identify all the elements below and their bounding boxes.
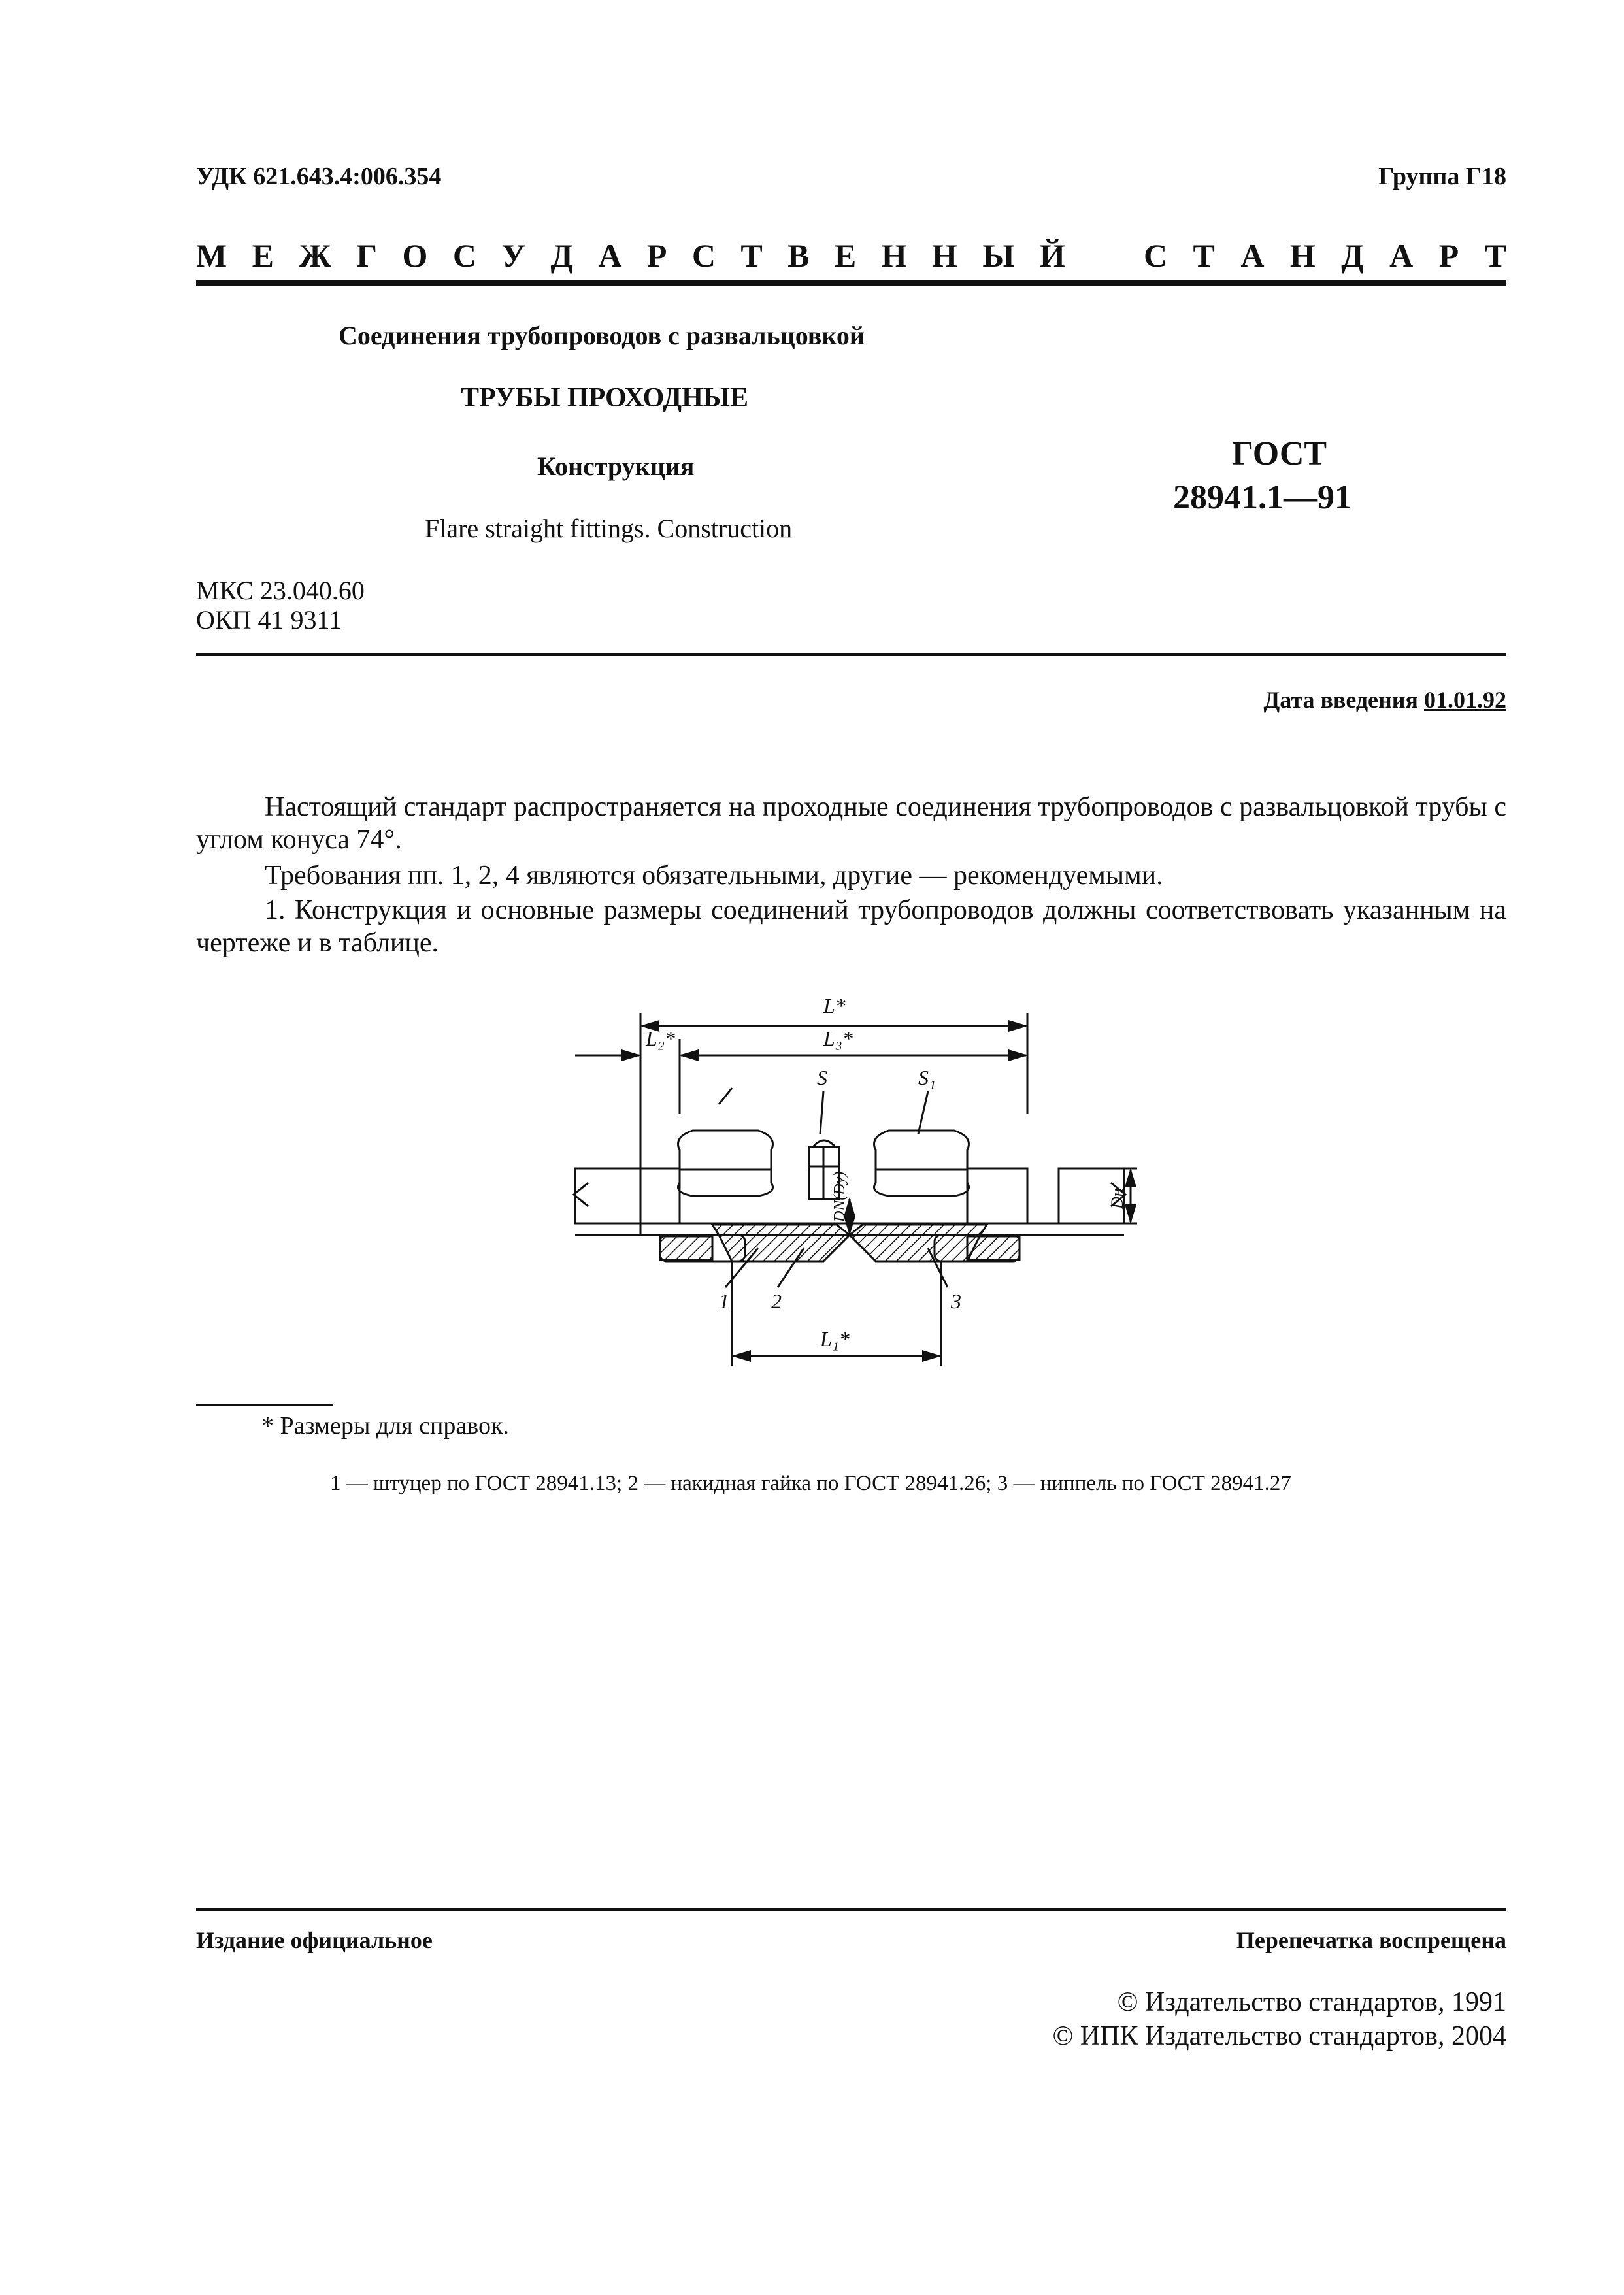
paragraph-scope: Настоящий стандарт распространяется на проходные соединения трубопроводов с развальцовкой трубы с углом конуса 74°. <box>196 792 1506 855</box>
banner-word-interstate-letter: С <box>452 237 476 274</box>
label-DN: DN(Dy) <box>831 1171 848 1222</box>
paragraph-requirements: Требования пп. 1, 2, 4 являются обязательными, другие — рекомендуемыми. <box>265 861 1163 891</box>
document-title-construction: Конструкция <box>537 452 695 481</box>
footer-rule <box>196 1908 1506 1911</box>
banner-word-interstate-letter: Е <box>252 237 274 274</box>
banner-word-interstate-letter: В <box>787 237 810 274</box>
label-L2: L₂* <box>646 1027 675 1050</box>
fitting-drawing <box>562 974 1137 1379</box>
header-rule <box>196 280 1506 286</box>
banner-word-interstate-letter: Н <box>932 237 957 274</box>
gost-number: 28941.1—91 <box>1173 479 1351 516</box>
label-L1: L₁* <box>820 1327 850 1351</box>
footnote: * Размеры для справок. <box>261 1412 509 1440</box>
part-label-1: 1 <box>719 1289 729 1313</box>
gost-label: ГОСТ <box>1232 435 1327 472</box>
drawing-legend: 1 — штуцер по ГОСТ 28941.13; 2 — накидная гайка по ГОСТ 28941.26; 3 — ниппель по ГОСТ 28941.27 <box>330 1472 1291 1495</box>
banner-word-interstate-letter: С <box>691 237 716 274</box>
banner-word-interstate-letter: Й <box>1039 237 1065 274</box>
mks-code: МКС 23.040.60 <box>196 576 365 605</box>
reprint-note: Перепечатка воспрещена <box>1236 1927 1506 1953</box>
copyright-2004: © ИПК Издательство стандартов, 2004 <box>1052 2021 1506 2051</box>
standard-banner <box>196 237 1506 274</box>
edition-note: Издание официальное <box>196 1927 433 1953</box>
banner-word-interstate-letter: Р <box>646 237 667 274</box>
group-code: Группа Г18 <box>1378 163 1506 190</box>
banner-word-standard-letter: Д <box>1341 237 1364 274</box>
banner-word-standard-letter: Т <box>1193 237 1215 274</box>
banner-word-interstate-letter: О <box>402 237 428 274</box>
label-L3: L₃* <box>823 1027 853 1050</box>
banner-word-interstate-letter: Т <box>740 237 763 274</box>
label-S: S <box>817 1066 827 1089</box>
label-L: L* <box>823 994 846 1017</box>
classification-rule <box>196 653 1506 656</box>
banner-word-interstate <box>196 237 1065 274</box>
banner-word-standard <box>1144 237 1506 274</box>
okp-code: ОКП 41 9311 <box>196 605 342 635</box>
banner-word-standard-letter: А <box>1240 237 1265 274</box>
document-title-main: Соединения трубопроводов с развальцовкой <box>339 321 865 350</box>
banner-word-standard-letter: С <box>1144 237 1168 274</box>
udk-code: УДК 621.643.4:006.354 <box>196 163 442 190</box>
effective-date <box>1264 686 1507 714</box>
banner-word-interstate-letter: Д <box>550 237 573 274</box>
banner-word-interstate-letter: У <box>501 237 526 274</box>
banner-word-standard-letter: А <box>1389 237 1414 274</box>
banner-word-interstate-letter: А <box>598 237 622 274</box>
footnote-rule <box>196 1404 333 1406</box>
label-DH: Dн <box>1108 1188 1127 1209</box>
banner-word-interstate-letter: Н <box>881 237 907 274</box>
banner-word-interstate-letter: Г <box>356 237 378 274</box>
banner-word-standard-letter: Т <box>1484 237 1506 274</box>
banner-word-interstate-letter: Ы <box>982 237 1015 274</box>
banner-word-standard-letter: Н <box>1289 237 1316 274</box>
label-S1: S₁ <box>918 1066 936 1089</box>
part-label-2: 2 <box>771 1289 782 1313</box>
document-title-english: Flare straight fittings. Construction <box>425 514 793 543</box>
banner-word-standard-letter: Р <box>1438 237 1459 274</box>
effective-date-label: Дата введения <box>1263 687 1418 713</box>
effective-date-value: 01.01.92 <box>1424 687 1506 713</box>
copyright-1991: © Издательство стандартов, 1991 <box>1117 1987 1506 2017</box>
paragraph-construction: 1. Конструкция и основные размеры соединений трубопроводов должны соответствовать указанным на чертеже и в таблице. <box>196 895 1506 958</box>
part-label-3: 3 <box>951 1289 961 1313</box>
document-title-sub: ТРУБЫ ПРОХОДНЫЕ <box>461 383 749 413</box>
banner-word-interstate-letter: Е <box>834 237 857 274</box>
banner-word-interstate-letter: Ж <box>299 237 331 274</box>
banner-word-interstate-letter: М <box>196 237 227 274</box>
